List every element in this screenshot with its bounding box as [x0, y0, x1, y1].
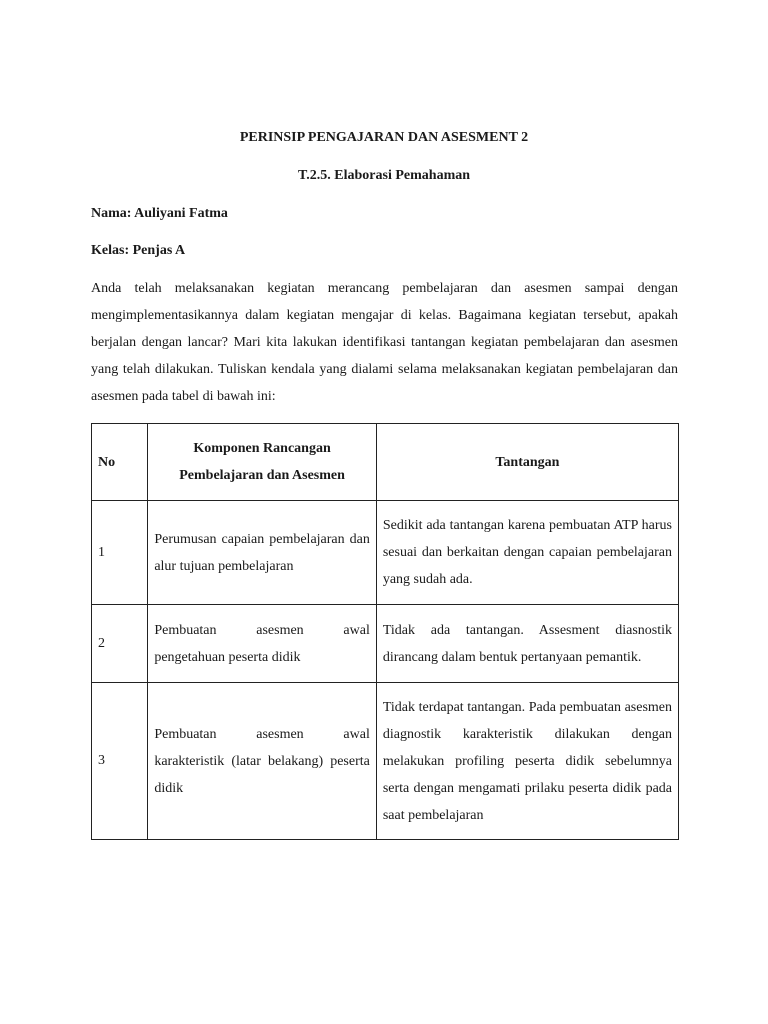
student-class: Kelas: Penjas A: [91, 243, 186, 258]
student-name: Nama: Auliyani Fatma: [91, 206, 228, 221]
header-tantangan: Tantangan: [376, 424, 678, 501]
row-tantangan: Tidak ada tantangan. Assesment diasnostik dirancang dalam bentuk pertanyaan pemantik.: [376, 605, 678, 683]
row-komponen: Pembuatan asesmen awal karakteristik (latar belakang) peserta didik: [148, 683, 377, 840]
row-number: 2: [92, 605, 148, 683]
table-row: [92, 683, 679, 840]
row-tantangan: Sedikit ada tantangan karena pembuatan ATP harus sesuai dan berkaitan dengan capaian pembelajaran yang sudah ada.: [376, 501, 678, 605]
table-row: [92, 605, 679, 683]
header-komponen: Komponen Rancangan Pembelajaran dan Asesmen: [148, 424, 377, 501]
header-no: No: [92, 424, 148, 501]
table-row: [92, 501, 679, 605]
row-number: 1: [92, 501, 148, 605]
row-komponen: Pembuatan asesmen awal pengetahuan peserta didik: [148, 605, 377, 683]
document-subtitle: T.2.5. Elaborasi Pemahaman: [297, 168, 471, 183]
row-komponen: Perumusan capaian pembelajaran dan alur tujuan pembelajaran: [148, 501, 377, 605]
challenge-table: [91, 423, 679, 840]
row-number: 3: [92, 683, 148, 840]
table-header-row: [92, 424, 679, 501]
document-title: PERINSIP PENGAJARAN DAN ASESMENT 2: [239, 130, 529, 145]
row-tantangan: Tidak terdapat tantangan. Pada pembuatan asesmen diagnostik karakteristik dilakukan dengan melakukan profiling peserta didik sebelumnya serta dengan mengamati prilaku peserta didik pada saat pembelajaran: [376, 683, 678, 840]
intro-paragraph: Anda telah melaksanakan kegiatan merancang pembelajaran dan asesmen sampai dengan mengimplementasikannya dalam kegiatan mengajar di kelas. Bagaimana kegiatan tersebut, apakah berjalan dengan lancar? Mari kita lakukan identifikasi tantangan kegiatan pembelajaran dan asesmen yang telah dilakukan. Tuliskan kendala yang dialami selama melaksanakan kegiatan pembelajaran dan asesmen pada tabel di bawah ini:: [91, 281, 678, 404]
